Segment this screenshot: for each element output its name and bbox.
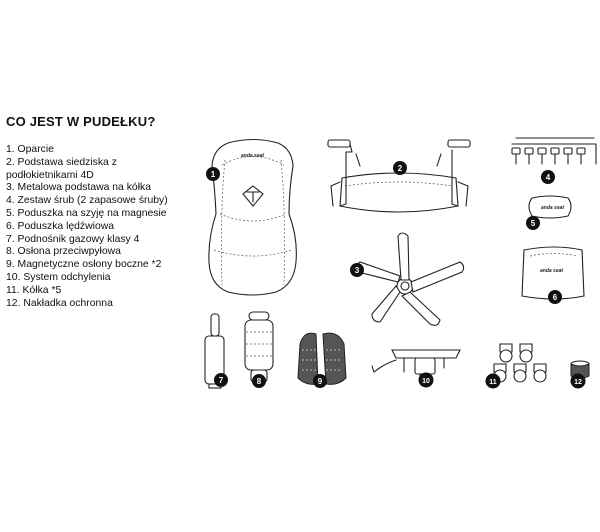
list-item: 4. Zestaw śrub (2 zapasowe śruby) [6,195,168,207]
list-item: 5. Poduszka na szyję na magnesie [6,207,167,219]
list-item: 7. Podnośnik gazowy klasy 4 [6,233,140,245]
screw-set-drawing [512,138,596,164]
badge-8 [252,374,266,388]
list-item: 11. Kółka *5 [6,284,62,296]
neck-pillow-drawing [529,196,571,218]
list-item: 10. System odchylenia [6,271,111,283]
backrest-logo: anda seat [241,153,265,159]
list-item: 6. Poduszka lędźwiowa [6,220,115,232]
badge-12 [571,374,586,389]
list-item: 9. Magnetyczne osłony boczne *2 [6,259,162,271]
badge-3 [350,263,364,277]
svg-text:10: 10 [422,378,430,385]
neck-pillow-logo: anda seat [541,205,565,211]
lumbar-logo: anda seat [540,268,564,274]
badge-6 [548,290,562,304]
svg-text:12: 12 [574,379,582,386]
svg-text:7: 7 [218,376,224,385]
svg-text:11: 11 [489,379,497,386]
badge-2 [393,161,407,175]
list-item: 1. Oparcie [6,144,54,155]
svg-text:5: 5 [530,219,536,228]
badge-5 [526,216,540,230]
list-item: 2. Podstawa siedziska z [6,156,117,168]
seat-base-drawing [328,140,470,212]
svg-text:2: 2 [397,164,403,173]
list-item: 12. Nakładka ochronna [6,297,113,309]
list-item: podłokietnikami 4D [6,169,94,181]
star-base-drawing [356,233,463,325]
svg-text:4: 4 [545,173,551,182]
badge-1 [206,167,220,181]
badge-9 [313,374,327,388]
list-item: 3. Metalowa podstawa na kółka [6,182,151,194]
badge-11 [486,374,501,389]
badge-7 [214,373,228,387]
badge-10 [419,373,434,388]
svg-text:1: 1 [210,170,216,179]
page-title: CO JEST W PUDEŁKU? [6,114,156,129]
badge-4 [541,170,555,184]
list-item: 8. Osłona przeciwpyłowa [6,246,121,258]
tilt-mechanism-drawing [372,350,460,380]
svg-text:8: 8 [256,377,262,386]
svg-text:3: 3 [354,266,360,275]
dust-cover-drawing [245,312,273,382]
casters-drawing [494,344,546,382]
svg-text:9: 9 [317,377,323,386]
svg-text:6: 6 [552,293,558,302]
backrest-drawing [209,140,296,296]
